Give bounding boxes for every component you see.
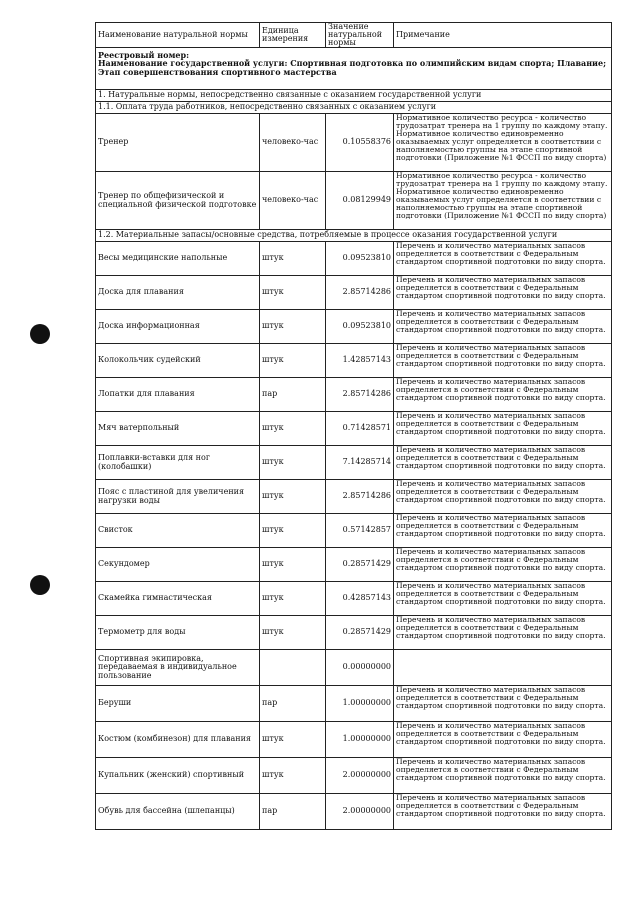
- item-note-cell: Перечень и количество материальных запасов определяется в соответствии с Федеральным стандартом спортивной подготовки по виду спорта.: [394, 548, 612, 582]
- table-row: [96, 412, 612, 446]
- punch-hole-bottom: [30, 575, 50, 595]
- table-row: [96, 276, 612, 310]
- item-note-cell: Перечень и количество материальных запасов определяется в соответствии с Федеральным стандартом спортивной подготовки по виду спорта.: [394, 446, 612, 480]
- item-unit-cell: штук: [260, 722, 326, 758]
- item-value-cell: 2.85714286: [326, 480, 394, 514]
- item-unit-cell: штук: [260, 548, 326, 582]
- item-value-cell: 0.00000000: [326, 650, 394, 686]
- item-value-cell: 0.09523810: [326, 242, 394, 276]
- item-name-cell: Беруши: [96, 686, 260, 722]
- header-name: Наименование натуральной нормы: [96, 23, 260, 48]
- item-unit-cell: штук: [260, 446, 326, 480]
- table-row: [96, 616, 612, 650]
- item-note-cell: Перечень и количество материальных запасов определяется в соответствии с Федеральным стандартом спортивной подготовки по виду спорта.: [394, 616, 612, 650]
- item-unit-cell: человеко-час: [260, 172, 326, 230]
- item-name-cell: Весы медицинские напольные: [96, 242, 260, 276]
- table-row: [96, 172, 612, 230]
- item-value-cell: 2.00000000: [326, 794, 394, 830]
- norms-table: [95, 22, 612, 830]
- item-value-cell: 1.42857143: [326, 344, 394, 378]
- item-unit-cell: штук: [260, 480, 326, 514]
- item-value-cell: 0.71428571: [326, 412, 394, 446]
- item-value-cell: 0.28571429: [326, 616, 394, 650]
- item-unit-cell: [260, 650, 326, 686]
- table-row: [96, 650, 612, 686]
- item-name-cell: Спортивная экипировка, передаваемая в индивидуальное пользование: [96, 650, 260, 686]
- item-name-cell: Тренер по общефизической и специальной физической подготовке: [96, 172, 260, 230]
- item-value-cell: 0.42857143: [326, 582, 394, 616]
- item-note-cell: Перечень и количество материальных запасов определяется в соответствии с Федеральным стандартом спортивной подготовки по виду спорта.: [394, 480, 612, 514]
- registry-row: [96, 48, 612, 90]
- item-name-cell: Пояс с пластиной для увеличения нагрузки воды: [96, 480, 260, 514]
- table-row: [96, 582, 612, 616]
- punch-hole-top: [30, 324, 50, 344]
- item-note-cell: Перечень и количество материальных запасов определяется в соответствии с Федеральным стандартом спортивной подготовки по виду спорта.: [394, 310, 612, 344]
- item-value-cell: 0.10558376: [326, 114, 394, 172]
- item-value-cell: 2.85714286: [326, 378, 394, 412]
- table-header: [96, 23, 612, 48]
- item-note-cell: Перечень и количество материальных запасов определяется в соответствии с Федеральным стандартом спортивной подготовки по виду спорта.: [394, 686, 612, 722]
- item-name-cell: Обувь для бассейна (шлепанцы): [96, 794, 260, 830]
- item-unit-cell: пар: [260, 378, 326, 412]
- item-note-cell: Перечень и количество материальных запасов определяется в соответствии с Федеральным стандартом спортивной подготовки по виду спорта.: [394, 794, 612, 830]
- table-row: [96, 344, 612, 378]
- item-name-cell: Тренер: [96, 114, 260, 172]
- item-unit-cell: штук: [260, 310, 326, 344]
- item-value-cell: 1.00000000: [326, 686, 394, 722]
- item-value-cell: 2.85714286: [326, 276, 394, 310]
- section-heading: 1. Натуральные нормы, непосредственно связанные с оказанием государственной услуги: [96, 90, 612, 102]
- item-note-cell: Перечень и количество материальных запасов определяется в соответствии с Федеральным стандартом спортивной подготовки по виду спорта.: [394, 514, 612, 548]
- item-unit-cell: штук: [260, 582, 326, 616]
- material-rows: [96, 242, 612, 830]
- item-value-cell: 0.08129949: [326, 172, 394, 230]
- item-note-cell: Нормативное количество ресурса - количество трудозатрат тренера на 1 группу по каждому этапу. Нормативное количество единовременно оказываемых услуг определяется в соответствии с наполняемостью группы на этапе спортивной подготовки (Приложение №1 ФССП по виду спорта): [394, 172, 612, 230]
- table-row: [96, 310, 612, 344]
- item-name-cell: Костюм (комбинезон) для плавания: [96, 722, 260, 758]
- item-note-cell: Перечень и количество материальных запасов определяется в соответствии с Федеральным стандартом спортивной подготовки по виду спорта.: [394, 276, 612, 310]
- item-unit-cell: штук: [260, 514, 326, 548]
- table-row: [96, 686, 612, 722]
- header-value: Значение натуральной нормы: [326, 23, 394, 48]
- item-note-cell: Перечень и количество материальных запасов определяется в соответствии с Федеральным стандартом спортивной подготовки по виду спорта.: [394, 412, 612, 446]
- item-value-cell: 0.09523810: [326, 310, 394, 344]
- item-note-cell: Перечень и количество материальных запасов определяется в соответствии с Федеральным стандартом спортивной подготовки по виду спорта.: [394, 378, 612, 412]
- item-note-cell: [394, 650, 612, 686]
- table-row: [96, 378, 612, 412]
- item-value-cell: 1.00000000: [326, 722, 394, 758]
- item-name-cell: Лопатки для плавания: [96, 378, 260, 412]
- item-value-cell: 2.00000000: [326, 758, 394, 794]
- subsection-heading: 1.1. Оплата труда работников, непосредственно связанных с оказанием услуги: [96, 102, 612, 114]
- item-note-cell: Перечень и количество материальных запасов определяется в соответствии с Федеральным стандартом спортивной подготовки по виду спорта.: [394, 758, 612, 794]
- item-name-cell: Доска информационная: [96, 310, 260, 344]
- item-unit-cell: штук: [260, 412, 326, 446]
- header-note: Примечание: [394, 23, 612, 48]
- item-note-cell: Перечень и количество материальных запасов определяется в соответствии с Федеральным стандартом спортивной подготовки по виду спорта.: [394, 344, 612, 378]
- item-unit-cell: штук: [260, 276, 326, 310]
- table-row: [96, 114, 612, 172]
- labor-rows: [96, 114, 612, 230]
- subsection-heading: 1.2. Материальные запасы/основные средства, потребляемые в процессе оказания государственной услуги: [96, 230, 612, 242]
- item-value-cell: 0.28571429: [326, 548, 394, 582]
- table-row: [96, 514, 612, 548]
- item-note-cell: Перечень и количество материальных запасов определяется в соответствии с Федеральным стандартом спортивной подготовки по виду спорта.: [394, 582, 612, 616]
- item-name-cell: Поплавки-вставки для ног (колобашки): [96, 446, 260, 480]
- service-name: Наименование государственной услуги: Спортивная подготовка по олимпийским видам спорта; Плавание; Этап совершенствования спортивного мастерства: [98, 58, 607, 77]
- item-name-cell: Свисток: [96, 514, 260, 548]
- table-row: [96, 242, 612, 276]
- item-note-cell: Нормативное количество ресурса - количество трудозатрат тренера на 1 группу по каждому этапу. Нормативное количество единовременно оказываемых услуг определяется в соответствии с наполняемостью группы на этапе спортивной подготовки (Приложение №1 ФССП по виду спорта): [394, 114, 612, 172]
- item-unit-cell: штук: [260, 616, 326, 650]
- table-row: [96, 480, 612, 514]
- header-unit: Единица измерения: [260, 23, 326, 48]
- item-value-cell: 7.14285714: [326, 446, 394, 480]
- item-unit-cell: пар: [260, 686, 326, 722]
- item-name-cell: Доска для плавания: [96, 276, 260, 310]
- item-name-cell: Купальник (женский) спортивный: [96, 758, 260, 794]
- item-note-cell: Перечень и количество материальных запасов определяется в соответствии с Федеральным стандартом спортивной подготовки по виду спорта.: [394, 722, 612, 758]
- item-unit-cell: штук: [260, 242, 326, 276]
- item-unit-cell: штук: [260, 758, 326, 794]
- item-name-cell: Секундомер: [96, 548, 260, 582]
- item-note-cell: Перечень и количество материальных запасов определяется в соответствии с Федеральным стандартом спортивной подготовки по виду спорта.: [394, 242, 612, 276]
- item-unit-cell: пар: [260, 794, 326, 830]
- table-row: [96, 446, 612, 480]
- item-value-cell: 0.57142857: [326, 514, 394, 548]
- table-row: [96, 794, 612, 830]
- table-row: [96, 548, 612, 582]
- registry-number: Реестровый номер:: [98, 50, 190, 60]
- item-unit-cell: человеко-час: [260, 114, 326, 172]
- item-name-cell: Мяч ватерпольный: [96, 412, 260, 446]
- item-name-cell: Термометр для воды: [96, 616, 260, 650]
- item-name-cell: Колокольчик судейский: [96, 344, 260, 378]
- item-unit-cell: штук: [260, 344, 326, 378]
- table-row: [96, 722, 612, 758]
- item-name-cell: Скамейка гимнастическая: [96, 582, 260, 616]
- table-row: [96, 758, 612, 794]
